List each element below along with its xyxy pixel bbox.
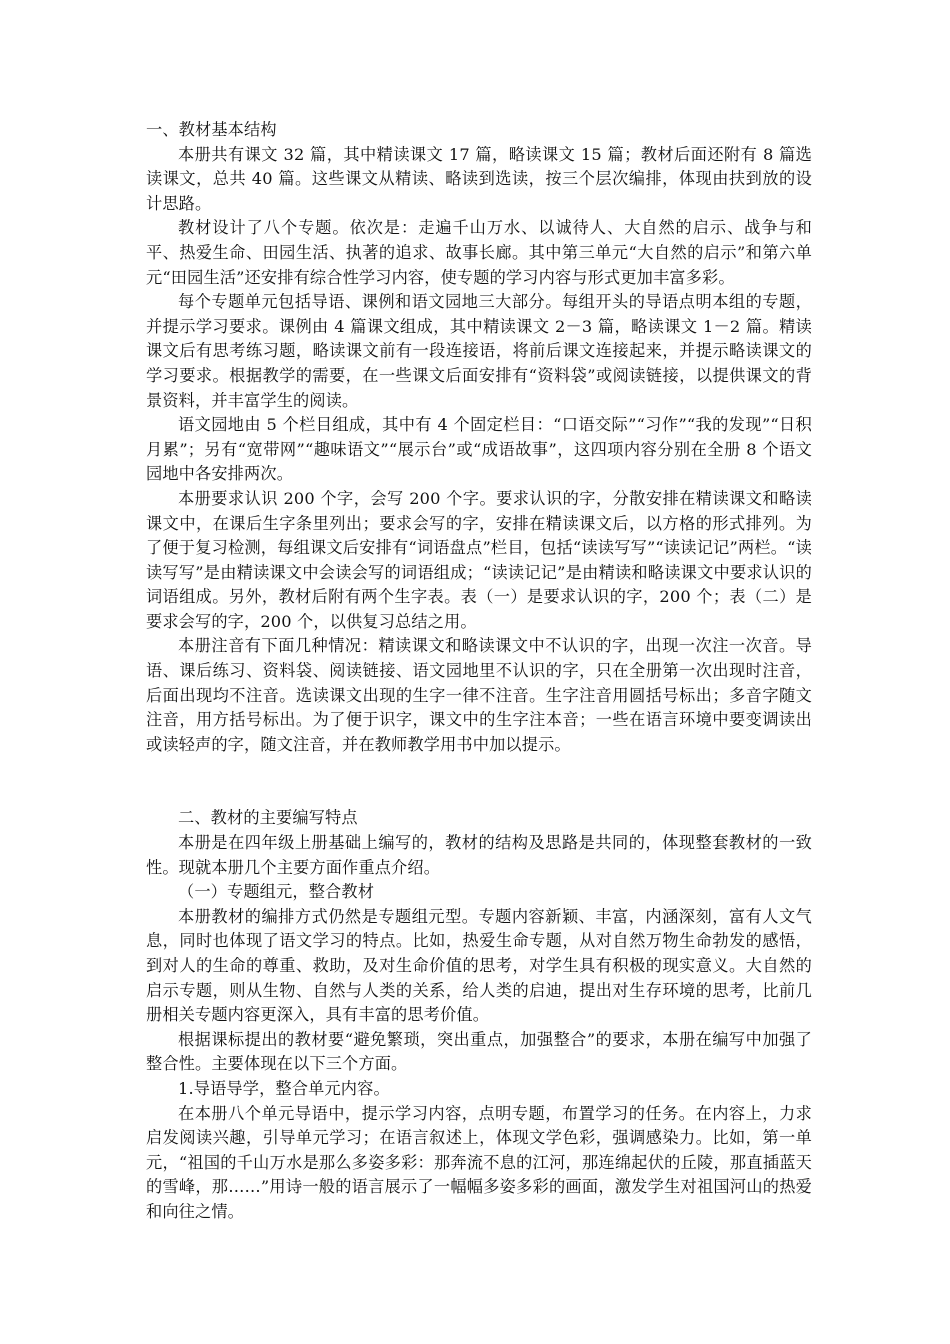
paragraph-thematic-arrangement: 本册教材的编排方式仍然是专题组元型。专题内容新颖、丰富，内涵深刻，富有人文气息，同时也体现了语文学习的特点。比如，热爱生命专题，从对自然万物生命勃发的感悟，到对人的生命的尊重、救助，及对生命价值的思考，对学生具有积极的现实意义。大自然的启示专题，则从生物、自然与人类的关系，给人类的启迪，提出对生存环境的思考，比前几册相关专题内容更深入，具有丰富的思考价值。 [146,906,812,1025]
subsection-heading-thematic-units: （一）专题组元，整合教材 [178,882,375,902]
section-spacer [146,757,812,806]
paragraph-character-requirements: 本册要求认识 200 个字，会写 200 个字。要求认识的字，分散安排在精读课文和略读课文中，在课后生字条里列出；要求会写的字，安排在精读课文后，以方格的形式排列。为了便于复习检测，每组课文后安排有“词语盘点”栏目，包括“读读写写”“读读记记”两栏。“读读写写”是由精读课文中会读会写的词语组成；“读读记记”是由精读和略读课文中要求认识的词语组成。另外，教材后附有两个生字表。表（一）是要求认识的字，200 个；表（二）是要求会写的字，200 个，以供复习总结之用。 [146,488,812,631]
paragraph-features-intro: 本册是在四年级上册基础上编写的，教材的结构及思路是共同的，体现整套教材的一致性。现就本册几个主要方面作重点介绍。 [146,833,812,877]
paragraph-guide-words: 在本册八个单元导语中，提示学习内容，点明专题，布置学习的任务。在内容上，力求启发阅读兴趣，引导单元学习；在语言叙述上，体现文学色彩，强调感染力。比如，第一单元，“祖国的千山万水是那么多姿多彩：那奔流不息的江河，那连绵起伏的丘陵，那直插蓝天的雪峰，那……”用诗一般的语言展示了一幅幅多姿多彩的画面，激发学生对祖国河山的热爱和向往之情。 [146,1103,812,1221]
paragraph-lesson-count: 本册共有课文 32 篇，其中精读课文 17 篇，略读课文 15 篇；教材后面还附有 8 篇选读课文，总共 40 篇。这些课文从精读、略读到选读，按三个层次编排，体现由扶到放的设计思路。 [146,144,812,213]
section-heading-structure: 一、教材基本结构 [146,120,277,139]
paragraph-language-garden: 语文园地由 5 个栏目组成，其中有 4 个固定栏目：“口语交际”“习作”“我的发现”“日积月累”；另有“宽带网”“趣味语文”“展示台”或“成语故事”，这四项内容分别在全册 8 个语文园地中各安排两次。 [146,415,812,484]
paragraph-unit-parts: 每个专题单元包括导语、课例和语文园地三大部分。每组开头的导语点明本组的专题，并提示学习要求。课例由 4 篇课文组成，其中精读课文 2－3 篇，略读课文 1－2 篇。精读课文后有思考练习题，略读课文前有一段连接语，将前后课文连接起来，并提示略读课文的学习要求。根据教学的需要，在一些课文后面安排有“资料袋”或阅读链接，以提供课文的背景资料，并丰富学生的阅读。 [146,292,812,410]
point-heading-guide-words: 1.导语导学，整合单元内容。 [178,1078,390,1098]
section-heading-features: 二、教材的主要编写特点 [178,808,358,828]
paragraph-phonetic-notes: 本册注音有下面几种情况：精读课文和略读课文中不认识的字，出现一次注一次音。导语、课后练习、资料袋、阅读链接、语文园地里不认识的字，只在全册第一次出现时注音，后面出现均不注音。选读课文出现的生字一律不注音。生字注音用圆括号标出；多音字随文注音，用方括号标出。为了便于识字，课文中的生字注本音；一些在语言环境中要变调读出或读轻声的字，随文注音，并在教师教学用书中加以提示。 [146,636,812,754]
paragraph-themes: 教材设计了八个专题。依次是：走遍千山万水、以诚待人、大自然的启示、战争与和平、热爱生命、田园生活、执著的追求、故事长廊。其中第三单元“大自然的启示”和第六单元“田园生活”还安排有综合性学习内容，使专题的学习内容与形式更加丰富多彩。 [146,218,812,287]
paragraph-integration: 根据课标提出的教材要“避免繁琐，突出重点，加强整合”的要求，本册在编写中加强了整合性。主要体现在以下三个方面。 [146,1029,812,1074]
document-page [146,118,812,1225]
